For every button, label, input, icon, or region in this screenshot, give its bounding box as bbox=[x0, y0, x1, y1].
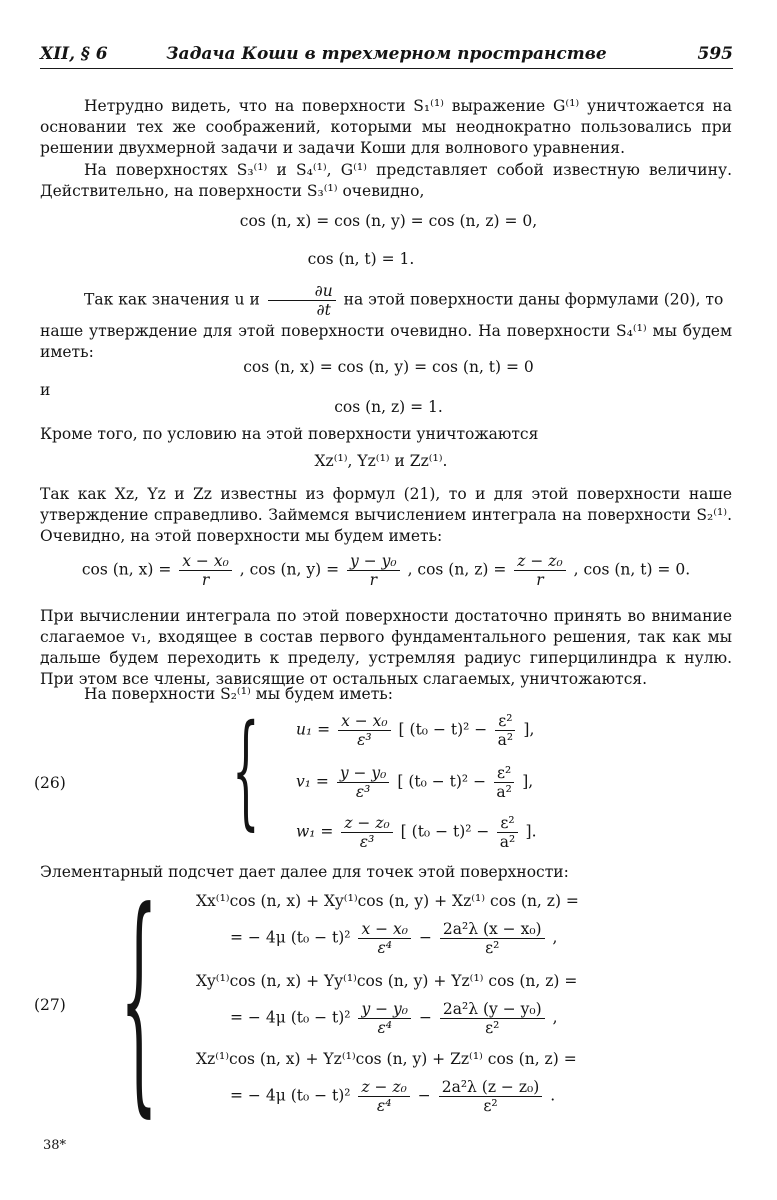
denominator: ε³ bbox=[355, 783, 371, 801]
fraction-z-eps3 bbox=[341, 814, 392, 851]
equation-vanishing-stresses: Xz⁽¹⁾, Yz⁽¹⁾ и Zz⁽¹⁾. bbox=[314, 452, 448, 470]
coefficient: = − 4μ (t₀ − t)² bbox=[230, 1008, 351, 1027]
denominator: ε² bbox=[483, 1097, 498, 1115]
equation-z-line-1: Xz⁽¹⁾cos (n, x) + Yz⁽¹⁾cos (n, y) + Zz⁽¹⁾ cos (n, z) = bbox=[196, 1050, 577, 1068]
equation-cos-t-one: cos (n, t) = 1. bbox=[307, 250, 415, 268]
partial-u-fraction bbox=[268, 282, 336, 319]
v1-label: v₁ = bbox=[296, 772, 329, 791]
paragraph-4: Кроме того, по условию на этой поверхности уничтожаются bbox=[40, 425, 539, 443]
fraction-denominator: ∂t bbox=[316, 301, 331, 319]
coefficient: = − 4μ (t₀ − t)² bbox=[230, 928, 351, 947]
numerator: x − x₀ bbox=[358, 920, 411, 939]
fraction-eps2-a2 bbox=[497, 814, 517, 851]
fraction-y-eps3 bbox=[337, 764, 390, 801]
equation-y-line-2 bbox=[230, 1000, 558, 1037]
paragraph-7: На поверхности S₂⁽¹⁾ мы будем иметь: bbox=[84, 685, 393, 703]
cos-z-label: , cos (n, z) = bbox=[407, 560, 507, 579]
bracket-term: [ (t₀ − t)² − bbox=[400, 822, 490, 841]
bracket-close: ], bbox=[522, 772, 534, 791]
fraction-z bbox=[514, 552, 565, 589]
equation-label-27: (27) bbox=[34, 996, 66, 1014]
numerator: ε² bbox=[497, 814, 517, 833]
w1-label: w₁ = bbox=[296, 822, 334, 841]
numerator: x − x₀ bbox=[338, 712, 391, 731]
left-brace: { bbox=[120, 861, 158, 1138]
denominator: ε⁴ bbox=[377, 1019, 392, 1037]
equation-w1 bbox=[296, 814, 537, 851]
equation-u1 bbox=[296, 712, 534, 749]
denominator: a² bbox=[496, 783, 512, 801]
running-title: Задача Коши в трехмерном пространстве bbox=[166, 44, 607, 64]
fraction-numerator: ∂u bbox=[268, 282, 336, 301]
bracket-close: ]. bbox=[525, 822, 537, 841]
equation-v1 bbox=[296, 764, 533, 801]
numerator: x − x₀ bbox=[179, 552, 232, 571]
numerator: z − z₀ bbox=[341, 814, 392, 833]
equation-x-line-2 bbox=[230, 920, 557, 957]
paragraph-8: Элементарный подсчет дает далее для точек этой поверхности: bbox=[40, 863, 569, 881]
signature-mark: 38* bbox=[43, 1138, 67, 1153]
minus-sign: − bbox=[418, 1008, 432, 1027]
denominator: r bbox=[201, 571, 210, 589]
denominator: ε² bbox=[485, 1019, 500, 1037]
bracket-close: ], bbox=[523, 720, 535, 739]
fraction-lambda-x bbox=[440, 920, 545, 957]
denominator: ε⁴ bbox=[376, 1097, 392, 1115]
numerator: ε² bbox=[495, 712, 515, 731]
paragraph-3-continued: наше утверждение для этой поверхности очевидно. На поверхности S₄⁽¹⁾ мы будем иметь: bbox=[40, 322, 732, 361]
denominator: a² bbox=[497, 731, 514, 749]
numerator: 2a²λ (y − y₀) bbox=[440, 1000, 545, 1019]
paragraph-3-line-1 bbox=[40, 282, 732, 319]
fraction-z-eps4 bbox=[358, 1078, 409, 1115]
equation-direction-cosines bbox=[40, 552, 732, 589]
denominator: r bbox=[536, 571, 544, 589]
denominator: ε² bbox=[485, 939, 500, 957]
denominator: ε³ bbox=[359, 833, 375, 851]
equation-label-26: (26) bbox=[34, 774, 66, 792]
equation-z-line-2 bbox=[230, 1078, 555, 1115]
fraction-lambda-y bbox=[440, 1000, 545, 1037]
denominator: a² bbox=[499, 833, 516, 851]
equation-x-line-1: Xx⁽¹⁾cos (n, x) + Xy⁽¹⁾cos (n, y) + Xz⁽¹⁾ cos (n, z) = bbox=[196, 892, 579, 910]
fraction-lambda-z bbox=[439, 1078, 543, 1115]
trailing-comma: , bbox=[552, 1008, 558, 1027]
paragraph-3-text-a: Так как значения u и bbox=[84, 290, 260, 309]
paragraph-6: При вычислении интеграла по этой поверхности достаточно принять во внимание слагаемое v₁, входящее в состав первого фундаментального решения, так как мы дальше будем переходить к пределу, устремляя радиус гиперцилиндра к нулю. При этом все члены, зависящие от остальных слагаемых, уничтожаются. bbox=[40, 607, 732, 688]
numerator: 2a²λ (x − x₀) bbox=[440, 920, 545, 939]
trailing-dot: . bbox=[550, 1086, 556, 1105]
left-brace: { bbox=[232, 699, 260, 843]
fraction-x-eps3 bbox=[338, 712, 391, 749]
minus-sign: − bbox=[417, 1086, 431, 1105]
numerator: 2a²λ (z − z₀) bbox=[439, 1078, 543, 1097]
fraction-y bbox=[347, 552, 400, 589]
u1-label: u₁ = bbox=[296, 720, 331, 739]
numerator: z − z₀ bbox=[514, 552, 565, 571]
denominator: r bbox=[369, 571, 378, 589]
numerator: y − y₀ bbox=[358, 1000, 411, 1019]
equation-y-line-1: Xy⁽¹⁾cos (n, x) + Yy⁽¹⁾cos (n, y) + Yz⁽¹⁾ cos (n, z) = bbox=[196, 972, 578, 990]
trailing-comma: , bbox=[552, 928, 558, 947]
fraction-eps2-a2 bbox=[495, 712, 515, 749]
cos-x-label: cos (n, x) = bbox=[81, 560, 172, 579]
numerator: z − z₀ bbox=[358, 1078, 409, 1097]
denominator: ε³ bbox=[357, 731, 372, 749]
denominator: ε⁴ bbox=[377, 939, 392, 957]
equation-cos-z-one: cos (n, z) = 1. bbox=[334, 398, 443, 416]
paragraph-1: Нетрудно видеть, что на поверхности S₁⁽¹⁾ выражение G⁽¹⁾ уничтожается на основании тех же соображений, которыми мы неоднократно пользовались при решении двухмерной задачи и задачи Коши для волнового уравнения. bbox=[40, 97, 732, 157]
numerator: ε² bbox=[494, 764, 514, 783]
fraction-x-eps4 bbox=[358, 920, 411, 957]
cos-y-label: , cos (n, y) = bbox=[239, 560, 340, 579]
chapter-section: XII, § 6 bbox=[40, 44, 108, 64]
minus-sign: − bbox=[418, 928, 432, 947]
bracket-term: [ (t₀ − t)² − bbox=[398, 720, 488, 739]
cos-t-label: , cos (n, t) = 0. bbox=[573, 560, 691, 579]
numerator: y − y₀ bbox=[347, 552, 400, 571]
conjunction-and: и bbox=[40, 381, 51, 399]
bracket-term: [ (t₀ − t)² − bbox=[397, 772, 487, 791]
coefficient: = − 4μ (t₀ − t)² bbox=[230, 1086, 351, 1105]
paragraph-5: Так как Xz, Yz и Zz известны из формул (21), то и для этой поверхности наше утверждение справедливо. Займемся вычислением интеграла на поверхности S₂⁽¹⁾. Очевидно, на этой поверхности мы будем иметь: bbox=[40, 485, 732, 545]
equation-cos-zero: cos (n, x) = cos (n, y) = cos (n, z) = 0, bbox=[239, 212, 538, 230]
page-number: 595 bbox=[697, 44, 733, 64]
running-header bbox=[40, 44, 733, 69]
fraction-x bbox=[179, 552, 232, 589]
equation-cos-t-zero: cos (n, x) = cos (n, y) = cos (n, t) = 0 bbox=[243, 358, 534, 376]
numerator: y − y₀ bbox=[337, 764, 390, 783]
fraction-eps2-a2 bbox=[494, 764, 514, 801]
fraction-y-eps4 bbox=[358, 1000, 411, 1037]
paragraph-2: На поверхностях S₃⁽¹⁾ и S₄⁽¹⁾, G⁽¹⁾ представляет собой известную величину. Действительно, на поверхности S₃⁽¹⁾ очевидно, bbox=[40, 161, 732, 200]
paragraph-3-text-b: на этой поверхности даны формулами (20), то bbox=[343, 290, 724, 309]
